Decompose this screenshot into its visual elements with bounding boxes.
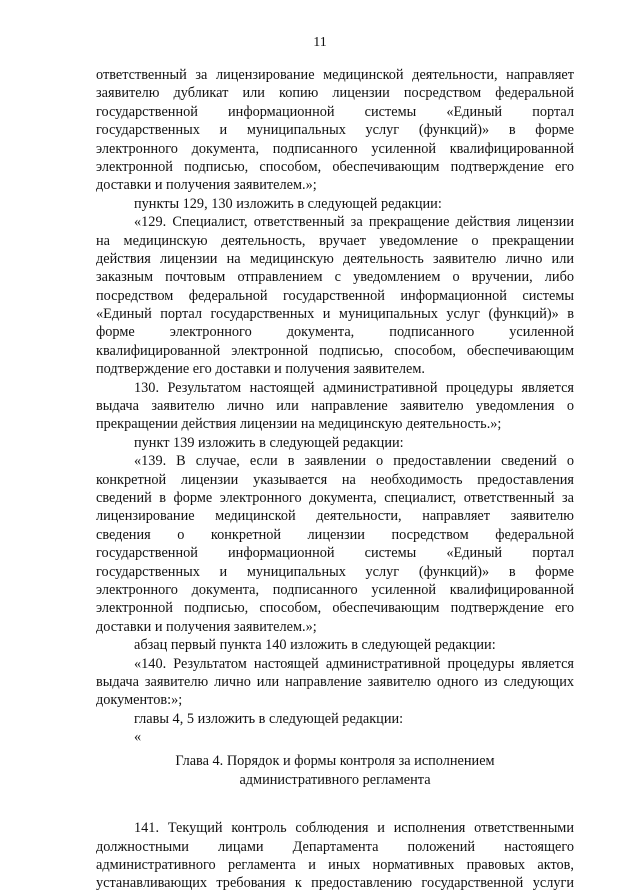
text-line: выдача заявителю лично или направление заявителю одного из следующих	[96, 673, 574, 690]
text-line: заявителю дубликат или копию лицензии посредством федеральной	[96, 85, 574, 102]
text-line: ответственный за лицензирование медицинской деятельности, направляет	[96, 67, 574, 83]
text-line: заказным почтовым отправлением с уведомлением о вручении, либо	[96, 269, 574, 286]
text-line: электронного документа, подписанного усиленной квалифицированной	[96, 581, 574, 598]
text-line: «	[134, 729, 142, 746]
text-line: 141. Текущий контроль соблюдения и исполнения ответственными	[134, 820, 574, 837]
text-line: электронной подписью, способом, обеспечивающим подтверждение его	[96, 600, 574, 617]
text-line: «129. Специалист, ответственный за прекращение действия лицензии	[134, 214, 574, 231]
text-line: «140. Результатом настоящей административной процедуры является	[134, 655, 574, 672]
text-line: государственных и муниципальных услуг (функций)» в форме	[96, 122, 574, 139]
text-line: выдача заявителю лично или направление заявителю уведомления о	[96, 398, 574, 415]
chapter-heading-line: Глава 4. Порядок и формы контроля за исполнением	[175, 753, 495, 770]
text-line: «Единый портал государственных и муниципальных услуг (функций)» в	[96, 306, 574, 323]
text-line: главы 4, 5 изложить в следующей редакции:	[134, 710, 404, 727]
text-line: должностными лицами Департамента положений настоящего	[96, 838, 574, 855]
text-line: доставки и получения заявителем.»;	[96, 618, 317, 635]
text-line: лицензирование медицинской деятельности, направляет заявителю	[96, 508, 574, 525]
text-line: форме электронного документа, подписанного усиленной	[96, 324, 574, 341]
text-line: документов:»;	[96, 692, 183, 709]
text-line: квалифицированной электронной подписью, способом, обеспечивающим	[96, 342, 574, 359]
text-line: 130. Результатом настоящей административной процедуры является	[134, 379, 574, 396]
text-line: абзац первый пункта 140 изложить в следующей редакции:	[134, 637, 496, 654]
text-line: конкретной лицензии указывается на необходимость предоставления	[96, 471, 574, 488]
text-line: сведения о конкретной лицензии посредством федеральной	[96, 526, 574, 543]
chapter-heading-line: административного регламента	[239, 771, 431, 788]
text-line: административного регламента и иных нормативных правовых актов,	[96, 857, 574, 874]
text-line: электронной подписью, способом, обеспечивающим подтверждение его	[96, 158, 574, 175]
text-line: государственных и муниципальных услуг (функций)» в форме	[96, 563, 574, 580]
text-line: пункт 139 изложить в следующей редакции:	[134, 434, 404, 451]
document-body	[96, 66, 574, 893]
text-line: доставки и получения заявителем.»;	[96, 177, 317, 194]
page-number: 11	[313, 35, 327, 50]
text-line: электронного документа, подписанного усиленной квалифицированной	[96, 140, 574, 157]
text-line: устанавливающих требования к предоставлению государственной услуги	[96, 875, 574, 892]
text-line: пункты 129, 130 изложить в следующей редакции:	[134, 195, 442, 212]
text-line: государственной информационной системы «Единый портал	[96, 545, 574, 562]
text-line: сведений в форме электронного документа, специалист, ответственный за	[96, 489, 574, 506]
text-line: «139. В случае, если в заявлении о предоставлении сведений о	[134, 453, 574, 470]
text-line: на медицинскую деятельность, вручает уведомление о прекращении	[96, 232, 574, 249]
text-line: посредством федеральной государственной информационной системы	[96, 287, 574, 304]
text-line: прекращении действия лицензии на медицинскую деятельность.»;	[96, 416, 502, 433]
text-line: действия лицензии на медицинскую деятельность заявителю лично или	[96, 250, 574, 267]
spacer	[96, 789, 574, 819]
text-line: подтверждение его доставки и получения заявителем.	[96, 361, 425, 378]
text-line: государственной информационной системы «Единый портал	[96, 103, 574, 120]
